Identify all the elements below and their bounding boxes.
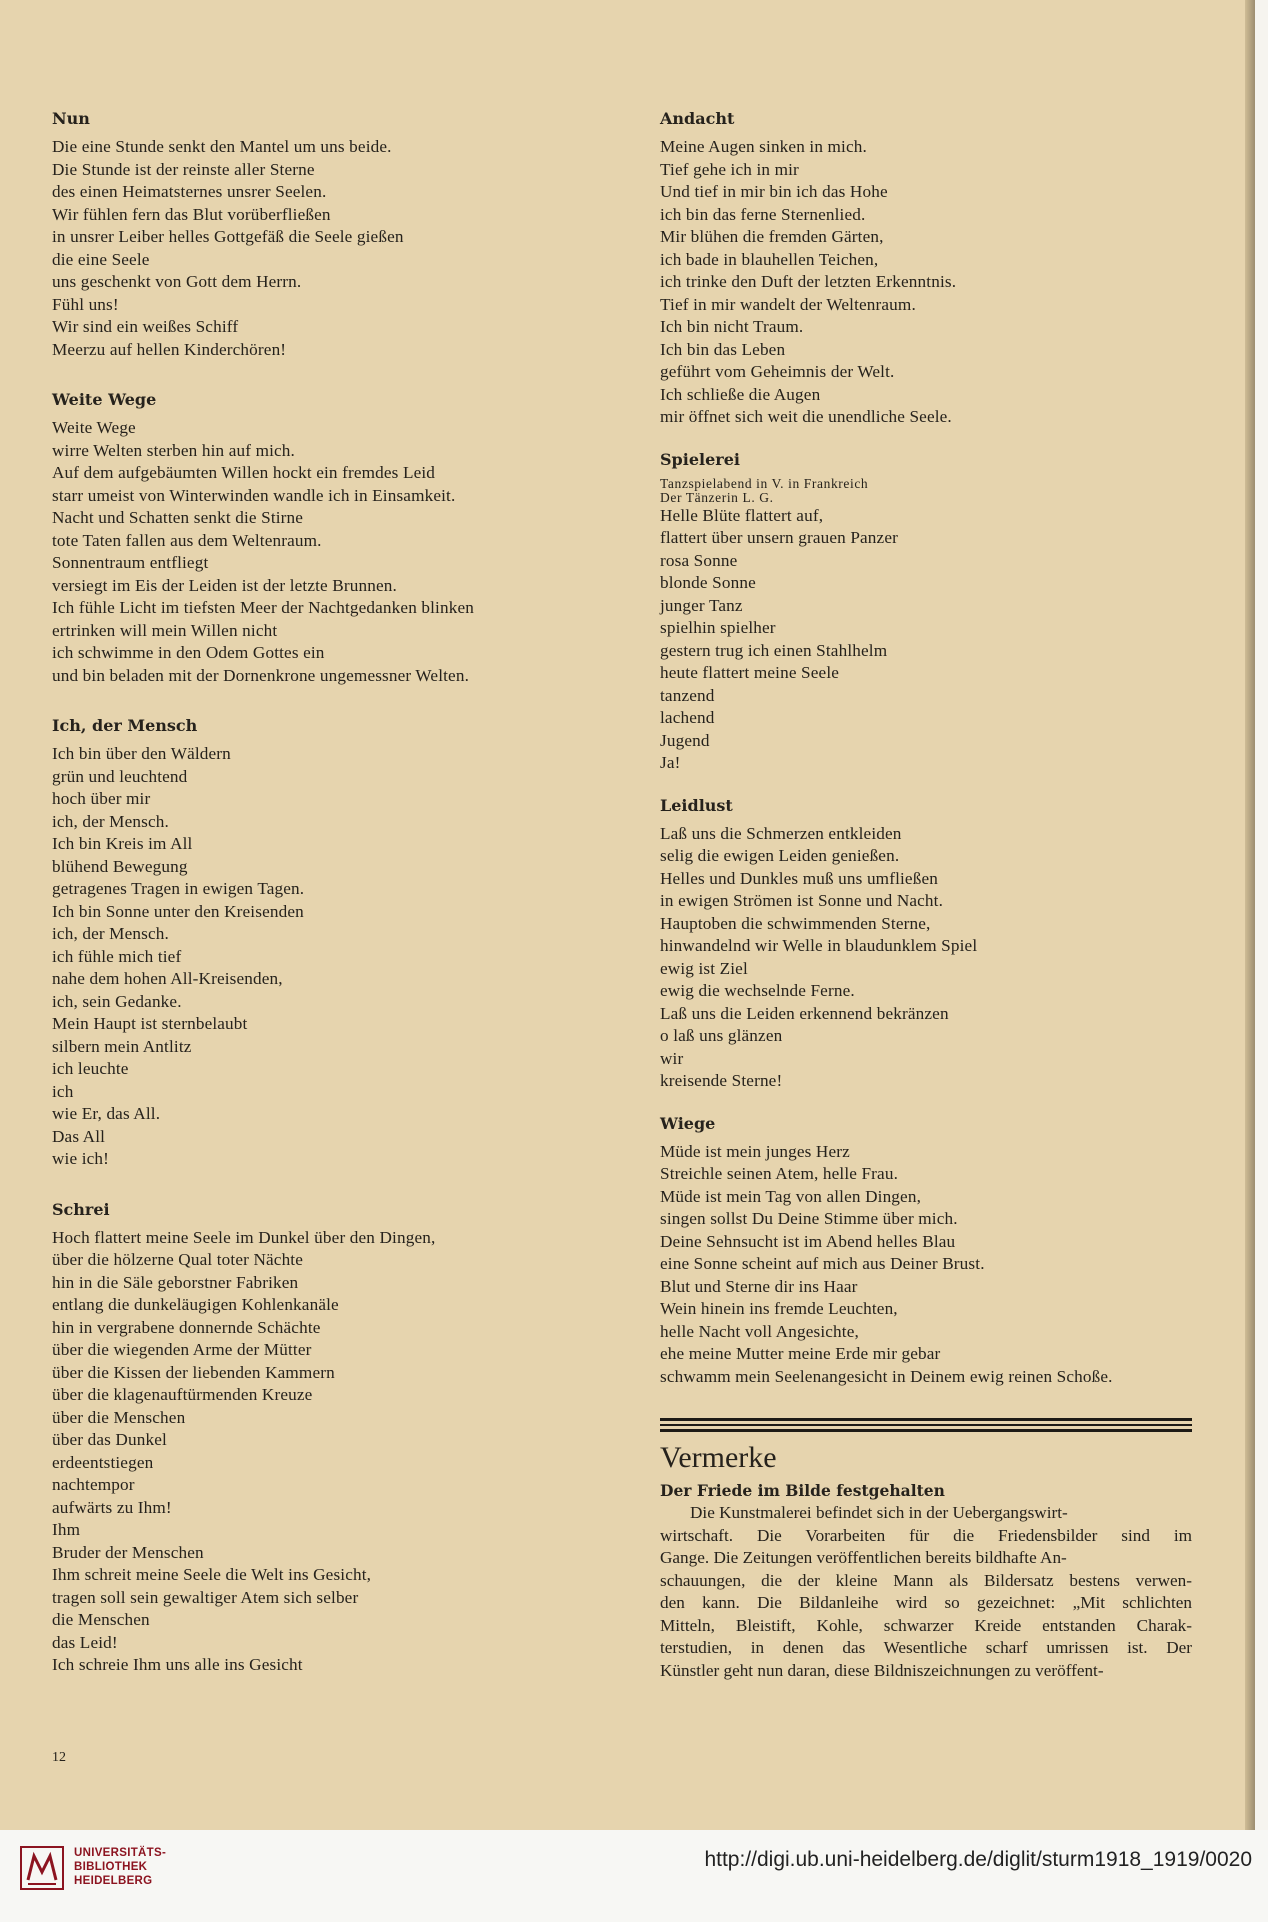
poem-line: hoch über mir [52,789,151,808]
poem-line: Ich bin Kreis im All [52,834,193,853]
poem-line: rosa Sonne [660,550,738,570]
library-name-line: HEIDELBERG [74,1875,153,1887]
poem-line: ertrinken will mein Willen nicht [52,620,278,640]
poem-line: ich schwimme in den Odem Gottes ein [52,643,325,662]
poem-gap [52,361,602,389]
poem-line: flattert über unsern grauen Panzer [660,528,898,547]
poem-line: ich fühle mich tief [52,946,182,966]
poem-line: Müde ist mein Tag von allen Dingen, [660,1186,922,1206]
poem-line: nahe dem hohen All-Kreisenden, [52,969,283,988]
library-name-line: UNIVERSITÄTS- [74,1847,167,1859]
left-column [52,108,602,1677]
poem-gap [660,1093,1195,1113]
poem-line: spielhin spielher [660,618,776,637]
poem-gap [660,775,1195,795]
poem-line: in ewigen Strömen ist Sonne und Nacht. [660,891,944,910]
poem-line: ewig ist Ziel [660,958,748,978]
poem-gap [52,687,602,715]
poem-line: über die Kissen der liebenden Kammern [52,1362,335,1382]
poem [52,389,602,687]
poem-line: Ja! [660,753,681,772]
poem-line: Hoch flattert meine Seele im Dunkel über den Dingen, [52,1227,436,1247]
poem-line: über die Menschen [52,1407,186,1427]
poem-line: Deine Sehnsucht ist im Abend helles Blau [660,1231,956,1251]
poem-line: Müde ist mein junges Herz [660,1141,850,1161]
poem-line: Streichle seinen Atem, helle Frau. [660,1164,899,1183]
poem-line: grün und leuchtend [52,766,188,786]
poem-line: ich, sein Gedanke. [52,991,182,1011]
prose-line: Die Kunstmalerei befindet sich in der Uebergangswirt- [690,1503,1068,1522]
poem-title: Leidlust [660,795,733,815]
library-name-line: BIBLIOTHEK [74,1861,148,1873]
poem-title: Schrei [52,1199,110,1219]
poem-line: Ich fühle Licht im tiefsten Meer der Nachtgedanken blinken [52,598,474,617]
poem-line: über die hölzerne Qual toter Nächte [52,1250,304,1269]
poem-line: Ich schreie Ihm uns alle ins Gesicht [52,1655,303,1674]
poem-line: Weite Wege [52,418,136,437]
poem [52,1199,602,1677]
poem-line: Tief in mir wandelt der Weltenraum. [660,294,916,314]
right-poems [660,108,1195,1388]
poem-line: Auf dem aufgebäumten Willen hockt ein fremdes Leid [52,463,436,482]
poem-line: blonde Sonne [660,573,756,592]
poem [52,715,602,1171]
poem-line: Mein Haupt ist sternbelaubt [52,1014,248,1033]
poem-line: blühend Bewegung [52,856,188,876]
poem-line: und bin beladen mit der Dornenkrone ungemessner Welten. [52,665,470,685]
poem-line: erdeentstiegen [52,1452,154,1472]
poem-line: in unsrer Leiber helles Gottgefäß die Seele gießen [52,227,404,246]
poem-line: Laß uns die Schmerzen entkleiden [660,823,902,843]
poem-line: junger Tanz [660,595,743,615]
vermerke-subheading: Der Friede im Bilde festgehalten [660,1481,945,1500]
page-number: 12 [52,1750,66,1765]
poem-line: Bruder der Menschen [52,1542,204,1562]
poem-line: Die eine Stunde senkt den Mantel um uns beide. [52,137,392,156]
poem-title: Wiege [660,1113,716,1133]
poem-line: Meine Augen sinken in mich. [660,137,867,156]
poem-line: ich bade in blauhellen Teichen, [660,249,879,269]
poem-title: Spielerei [660,449,740,469]
poem-line: tragen soll sein gewaltiger Atem sich selber [52,1587,359,1607]
poem-line: über die klagenauftürmenden Kreuze [52,1385,313,1404]
poem-line: wie Er, das All. [52,1104,161,1123]
poem-line: ich, der Mensch. [52,811,169,831]
poem [660,108,1195,429]
poem-line: Fühl uns! [52,294,119,314]
poem-line: hinwandelnd wir Welle in blaudunklem Spiel [660,936,978,955]
poem [660,795,1195,1093]
poem-line: eine Sonne scheint auf mich aus Deiner Brust. [660,1254,985,1273]
poem-line: Hauptoben die schwimmenden Sterne, [660,913,931,933]
prose-line: schauungen, die der kleine Mann als Bildersatz bestens verwen- [660,1570,1192,1590]
poem-line: o laß uns glänzen [660,1026,783,1045]
poem-line: die Menschen [52,1610,150,1629]
poem-line: wie ich! [52,1149,110,1168]
poem-line: über die wiegenden Arme der Mütter [52,1340,312,1359]
prose-line: wirtschaft. Die Vorarbeiten für die Friedensbilder sind im [660,1525,1192,1545]
poem-line: selig die ewigen Leiden genießen. [660,846,900,865]
poem-line: Helles und Dunkles muß uns umfließen [660,868,938,888]
poem-line: Laß uns die Leiden erkennend bekränzen [660,1003,949,1023]
poem-line: starr umeist von Winterwinden wandle ich in Einsamkeit. [52,485,456,505]
right-column [660,108,1195,1682]
poem-line: Wir fühlen fern das Blut vorüberfließen [52,204,331,224]
poem-line: mir öffnet sich weit die unendliche Seele. [660,407,952,426]
poem-line: Ich bin über den Wäldern [52,744,231,763]
poem-line: das Leid! [52,1632,118,1652]
poem-line: wir [660,1048,684,1068]
poem-line: singen sollst Du Deine Stimme über mich. [660,1209,958,1228]
poem-line: ich, der Mensch. [52,924,169,943]
poem-line: schwamm mein Seelenangesicht in Deinem ewig reinen Schoße. [660,1366,1113,1386]
poem-title: Weite Wege [52,390,157,409]
prose-line: terstudien, in denen das Wesentliche scharf umrissen ist. Der [660,1638,1192,1657]
vermerke-heading: Vermerke [660,1441,777,1474]
poem-line: Ich bin nicht Traum. [660,317,804,336]
poem-line: wirre Welten sterben hin auf mich. [52,440,295,460]
poem-line: ich leuchte [52,1059,129,1078]
poem-line: entlang die dunkeläugigen Kohlenkanäle [52,1295,339,1314]
prose-line: Künstler geht nun daran, diese Bildniszeichnungen zu veröffent- [660,1660,1104,1680]
poem-line: helle Nacht voll Angesichte, [660,1321,859,1341]
poem-line: Ich schließe die Augen [660,384,821,404]
poem-gap [52,1171,602,1199]
poem-line: Meerzu auf hellen Kinderchören! [52,339,287,359]
poem [660,1113,1195,1389]
poem-dedication: Der Tänzerin L. G. [660,489,774,505]
poem-line: ich [52,1081,74,1101]
poem-dedication: Tanzspielabend in V. in Frankreich [660,475,869,491]
prose-line: Gange. Die Zeitungen veröffentlichen bereits bildhafte An- [660,1548,1067,1567]
poem [660,449,1195,775]
poem-line: Blut und Sterne dir ins Haar [660,1276,858,1296]
source-url[interactable]: http://digi.ub.uni-heidelberg.de/diglit/sturm1918_1919/0020 [704,1848,1252,1871]
poem-line: kreisende Sterne! [660,1071,783,1090]
poem-title: Andacht [660,109,735,128]
section-rule [660,1418,1192,1432]
poem-line: Helle Blüte flattert auf, [660,505,824,525]
library-name[interactable] [74,1846,166,1888]
poem-line: tanzend [660,685,715,705]
university-library-logo-icon[interactable] [20,1846,64,1890]
poem-line: Tief gehe ich in mir [660,159,799,179]
viewer-footer [0,1830,1268,1922]
poem-line: Sonnentraum entfliegt [52,553,209,572]
poem-line: Wein hinein ins fremde Leuchten, [660,1299,898,1318]
poem-title: Ich, der Mensch [52,716,198,735]
poem-line: Das All [52,1126,106,1146]
prose-line: den kann. Die Bildanleihe wird so gezeichnet: „Mit schlichten [660,1593,1192,1612]
poem-line: Jugend [660,730,710,750]
poem-line: heute flattert meine Seele [660,663,840,682]
poem-line: ich trinke den Duft der letzten Erkenntnis. [660,272,957,291]
poem-line: lachend [660,708,715,727]
poem-line: ich bin das ferne Sternenlied. [660,204,866,224]
poem-line: gestern trug ich einen Stahlhelm [660,640,888,660]
poem-line: Ihm schreit meine Seele die Welt ins Gesicht, [52,1565,372,1584]
poem-line: die eine Seele [52,249,150,269]
vermerke-body [660,1502,1195,1682]
poem-line: geführt vom Geheimnis der Welt. [660,362,895,381]
poem-line: nachtempor [52,1475,135,1494]
poem-line: versiegt im Eis der Leiden ist der letzte Brunnen. [52,575,397,595]
poem-line: hin in vergrabene donnernde Schächte [52,1317,321,1337]
prose-line: Mitteln, Bleistift, Kohle, schwarzer Kreide entstanden Charak- [660,1615,1192,1635]
poem-line: Wir sind ein weißes Schiff [52,317,239,336]
poem-line: aufwärts zu Ihm! [52,1497,172,1517]
poem-line: uns geschenkt von Gott dem Herrn. [52,272,302,291]
poem-line: des einen Heimatsternes unsrer Seelen. [52,182,327,201]
poem-gap [660,429,1195,449]
poem-line: Nacht und Schatten senkt die Stirne [52,508,304,527]
poem-line: ehe meine Mutter meine Erde mir gebar [660,1344,941,1363]
poem-line: Ich bin Sonne unter den Kreisenden [52,901,304,921]
poem-line: Und tief in mir bin ich das Hohe [660,182,888,201]
poem-line: Mir blühen die fremden Gärten, [660,227,884,246]
poem-line: Ihm [52,1520,81,1539]
poem-line: ewig die wechselnde Ferne. [660,981,855,1000]
poem-line: hin in die Säle geborstner Fabriken [52,1272,299,1292]
poem-line: silbern mein Antlitz [52,1036,192,1056]
poem-line: Die Stunde ist der reinste aller Sterne [52,159,315,179]
poem-line: tote Taten fallen aus dem Weltenraum. [52,530,322,550]
poem-line: Ich bin das Leben [660,339,786,359]
poem-title: Nun [52,109,90,128]
poem [52,108,602,361]
poem-line: getragenes Tragen in ewigen Tagen. [52,879,305,898]
poem-line: über das Dunkel [52,1430,167,1449]
